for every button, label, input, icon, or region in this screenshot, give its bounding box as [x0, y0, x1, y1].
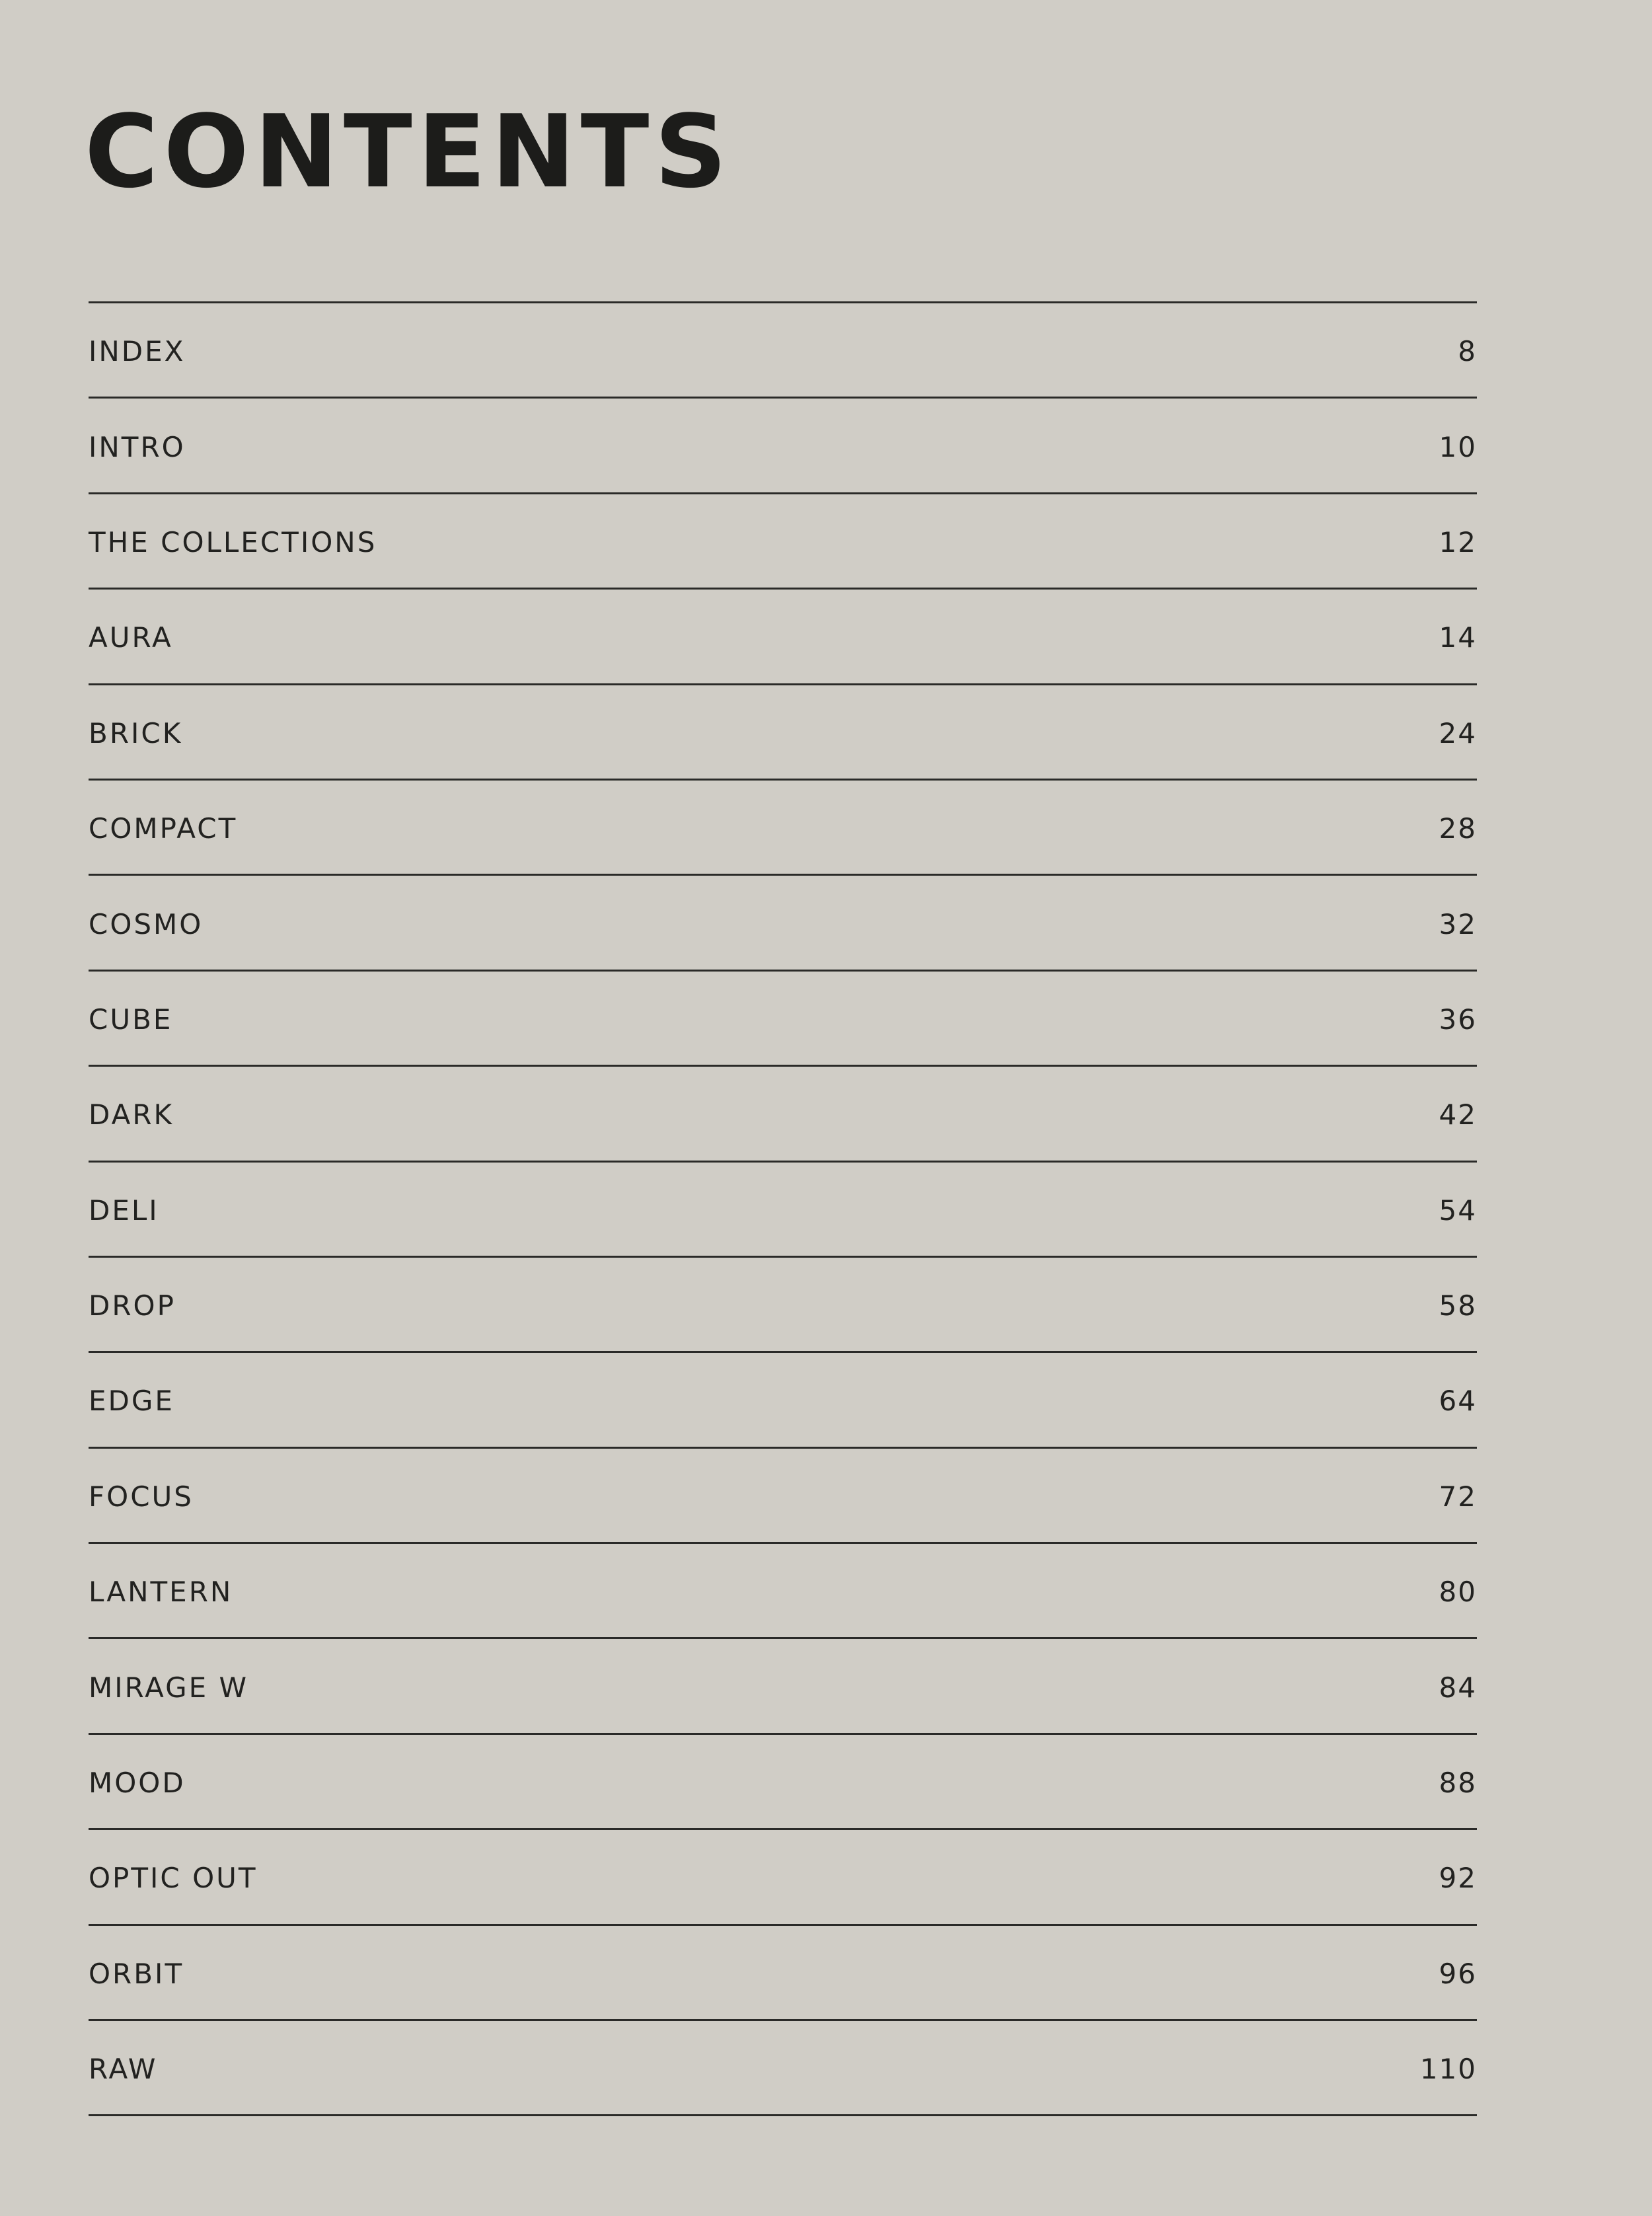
toc-entry[interactable]: [89, 590, 1477, 685]
toc-entry[interactable]: [89, 1353, 1477, 1448]
toc-entry[interactable]: [89, 1449, 1477, 1544]
toc-entry-page-number: 36: [1439, 1003, 1477, 1036]
toc-entry-page-number: 92: [1439, 1862, 1477, 1895]
toc-entry[interactable]: [89, 781, 1477, 876]
toc-entry-label: OPTIC OUT: [89, 1862, 258, 1895]
toc-entry-page-number: 96: [1439, 1957, 1477, 1990]
toc-entry[interactable]: [89, 1258, 1477, 1353]
toc-entry-label: COSMO: [89, 907, 204, 940]
table-of-contents: [89, 301, 1477, 2116]
toc-entry-page-number: 64: [1439, 1385, 1477, 1418]
toc-entry-page-number: 72: [1439, 1480, 1477, 1513]
toc-entry[interactable]: [89, 1639, 1477, 1734]
toc-entry[interactable]: [89, 1067, 1477, 1162]
toc-entry[interactable]: [89, 1830, 1477, 1925]
toc-entry[interactable]: [89, 399, 1477, 494]
toc-entry[interactable]: [89, 2021, 1477, 2116]
toc-entry-page-number: 88: [1439, 1767, 1477, 1800]
toc-entry-page-number: 80: [1439, 1576, 1477, 1609]
toc-entry-label: MIRAGE W: [89, 1671, 249, 1704]
toc-entry-label: CUBE: [89, 1003, 173, 1036]
toc-entry[interactable]: [89, 303, 1477, 399]
toc-entry-label: THE COLLECTIONS: [89, 525, 377, 558]
toc-entry-label: FOCUS: [89, 1480, 194, 1513]
toc-entry-label: DROP: [89, 1289, 176, 1322]
toc-entry-label: MOOD: [89, 1767, 186, 1800]
toc-entry-page-number: 84: [1439, 1671, 1477, 1704]
toc-entry-label: INDEX: [89, 335, 186, 368]
toc-entry-label: AURA: [89, 621, 173, 654]
toc-entry-page-number: 10: [1439, 430, 1477, 463]
toc-entry-page-number: 12: [1439, 525, 1477, 558]
toc-entry-page-number: 32: [1439, 907, 1477, 940]
toc-entry-label: DELI: [89, 1194, 159, 1227]
toc-entry-page-number: 28: [1439, 812, 1477, 845]
toc-entry[interactable]: [89, 494, 1477, 590]
toc-entry-page-number: 110: [1419, 2053, 1477, 2086]
toc-entry[interactable]: [89, 876, 1477, 971]
toc-entry-page-number: 58: [1439, 1289, 1477, 1322]
toc-entry[interactable]: [89, 1735, 1477, 1830]
toc-entry[interactable]: [89, 1926, 1477, 2021]
page-title: CONTENTS: [85, 93, 732, 210]
toc-entry-page-number: 54: [1439, 1194, 1477, 1227]
toc-entry[interactable]: [89, 972, 1477, 1067]
toc-entry-label: LANTERN: [89, 1576, 233, 1609]
toc-entry-page-number: 42: [1439, 1098, 1477, 1131]
toc-entry[interactable]: [89, 1544, 1477, 1639]
toc-entry-label: BRICK: [89, 716, 183, 749]
toc-entry-label: COMPACT: [89, 812, 238, 845]
toc-entry[interactable]: [89, 685, 1477, 781]
toc-entry-page-number: 14: [1439, 621, 1477, 654]
toc-entry[interactable]: [89, 1163, 1477, 1258]
toc-entry-label: EDGE: [89, 1385, 174, 1418]
toc-entry-label: DARK: [89, 1098, 174, 1131]
toc-entry-page-number: 24: [1439, 716, 1477, 749]
toc-entry-label: ORBIT: [89, 1957, 184, 1990]
toc-entry-page-number: 8: [1458, 335, 1477, 368]
toc-entry-label: RAW: [89, 2053, 158, 2086]
toc-entry-label: INTRO: [89, 430, 186, 463]
